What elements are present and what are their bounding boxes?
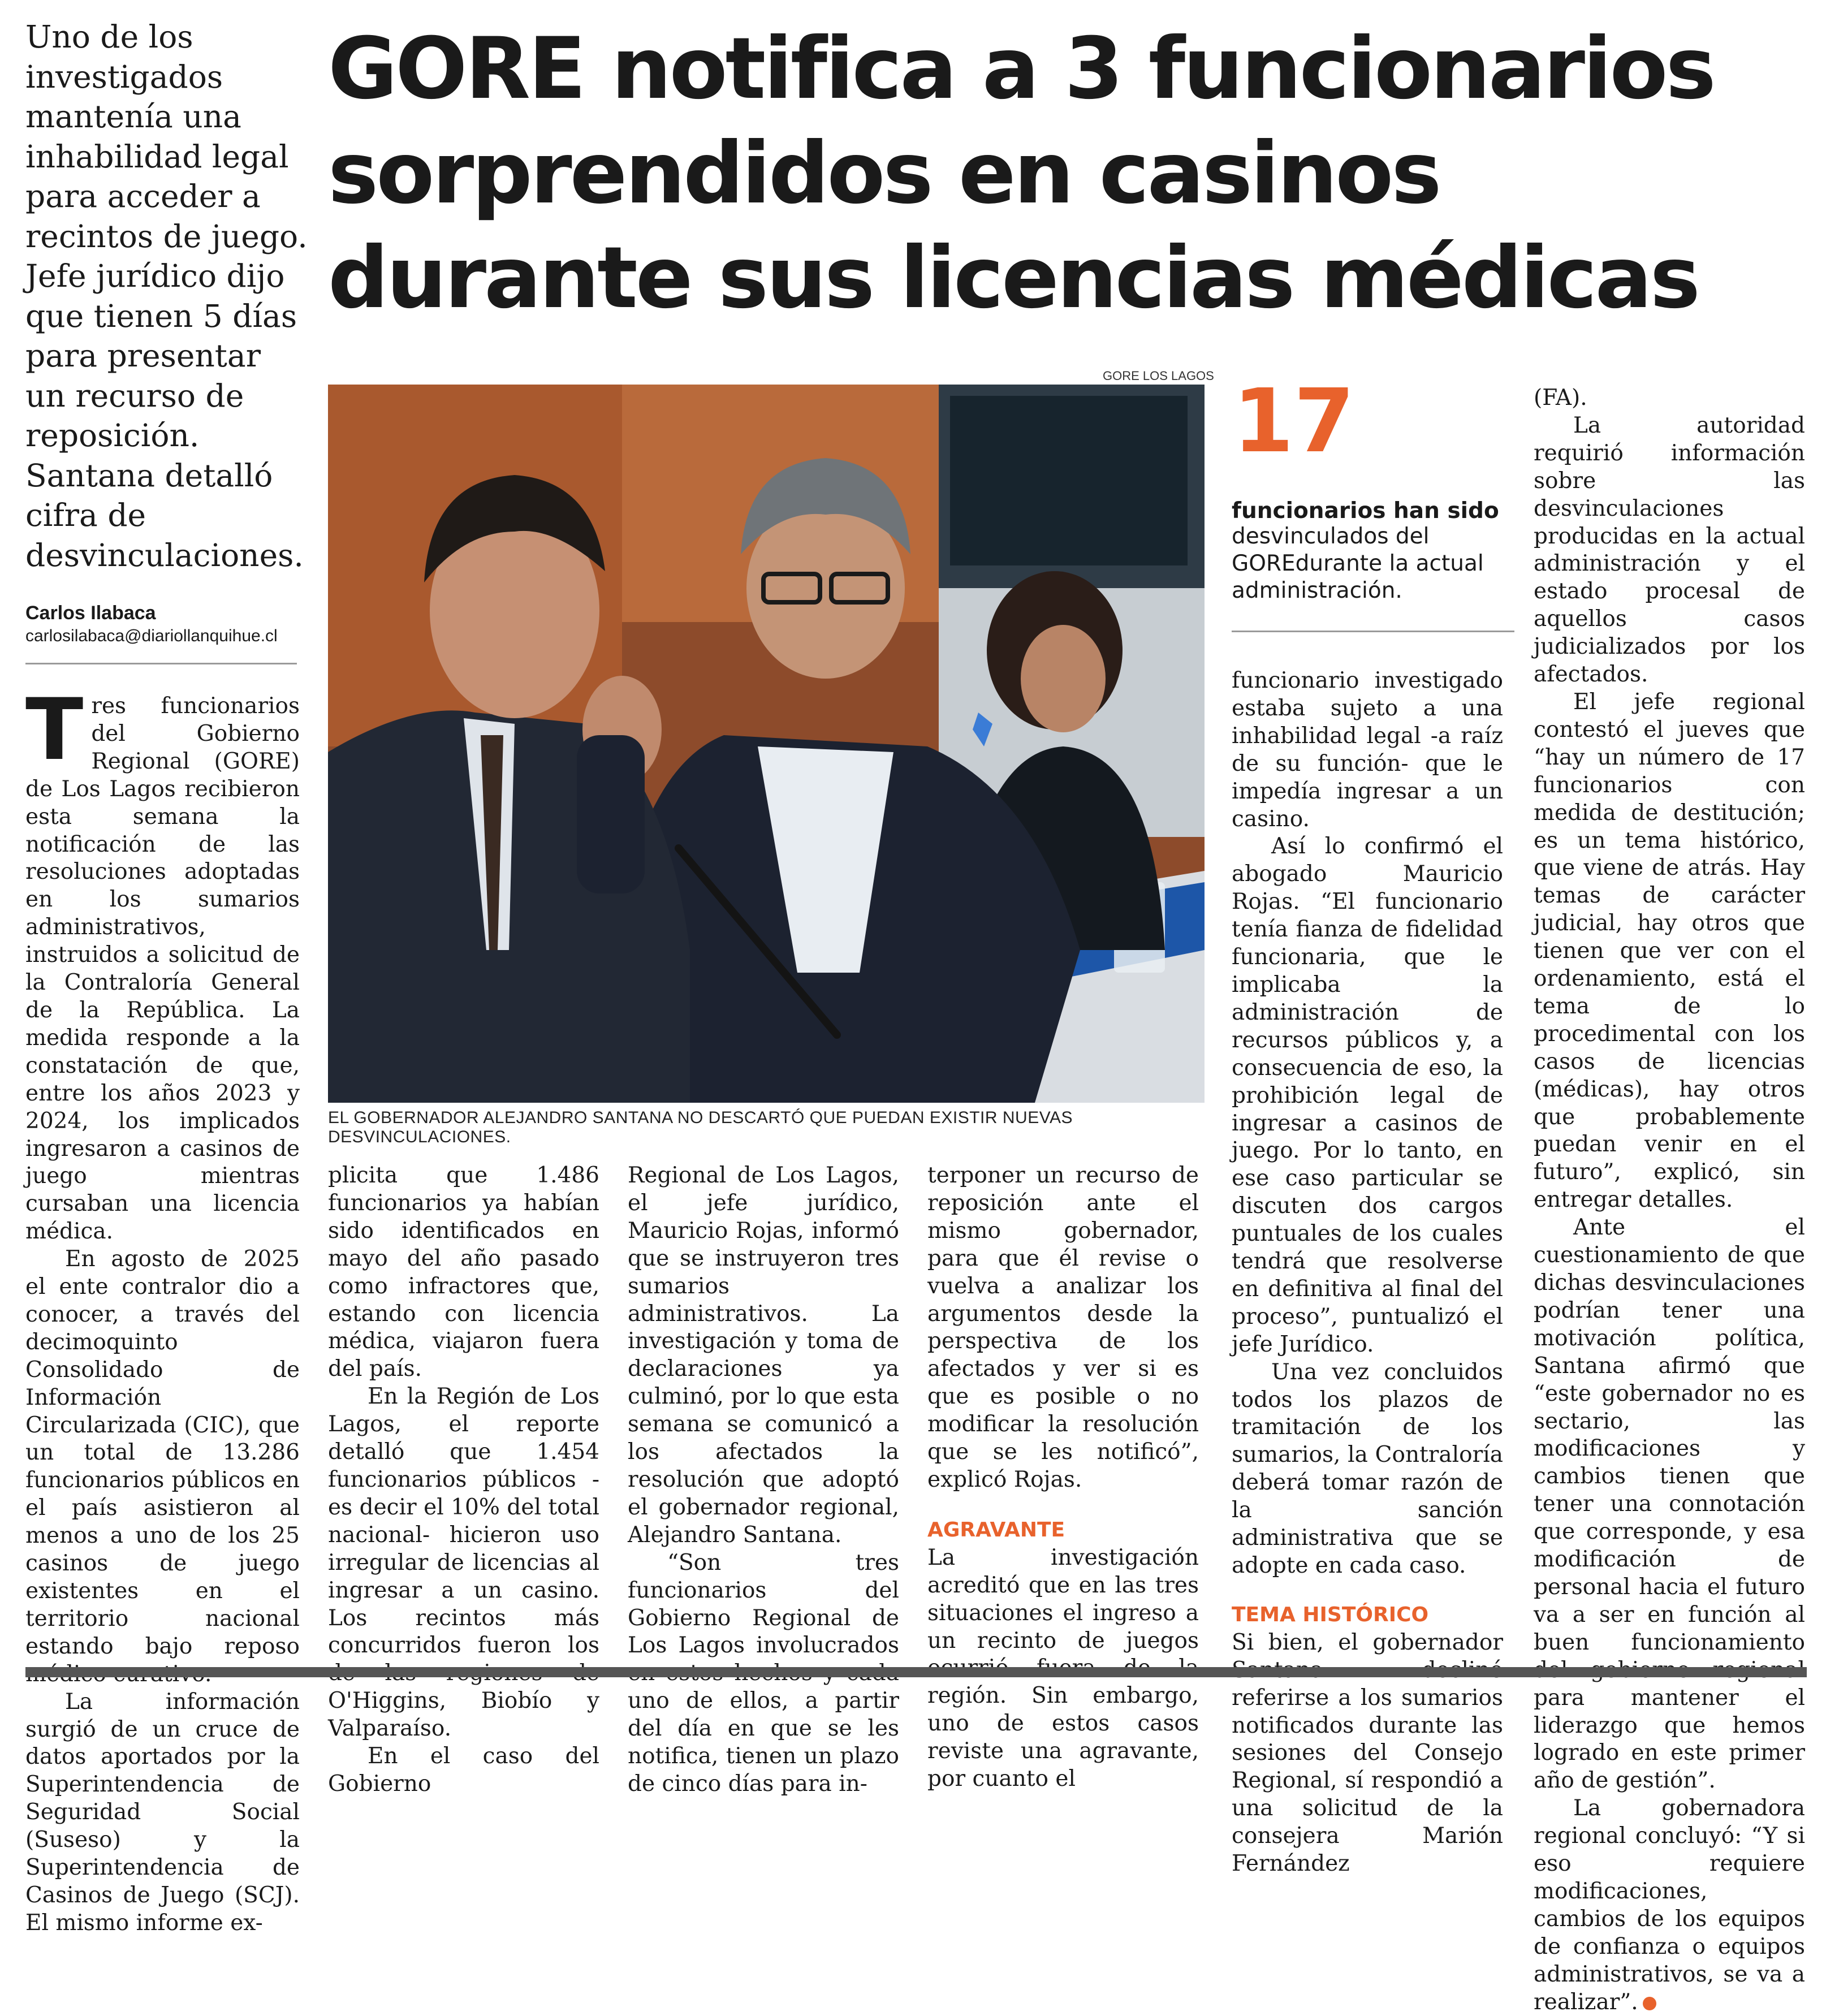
column-4 <box>927 1162 1199 1793</box>
article-photo <box>328 385 1205 1103</box>
stat-description: desvinculados del GOREdurante la actual administración. <box>1232 524 1484 603</box>
body-paragraph: plicita que 1.486 funcionarios ya habían sido identificados en mayo del año pasado como infractores que, estando con licencia médica, viajaron fuera del país. <box>328 1163 599 1382</box>
column-1 <box>25 681 300 1937</box>
stat-lead: funcionarios han sido <box>1232 498 1499 524</box>
body-paragraph: En el caso del Gobierno <box>328 1743 599 1797</box>
column-6 <box>1534 385 1805 2016</box>
article-deck: Uno de los investigados mantenía una inhabilidad legal para acceder a recintos de juego. Jefe jurídico dijo que tienen 5 días para presentar un recurso de reposición. Santana detalló cifra de desvinculaciones. <box>25 19 308 573</box>
stat-number: 17 <box>1233 370 1355 472</box>
body-paragraph: Tres funcionarios del Gobierno Regional (GORE) de Los Lagos recibieron esta semana la notificación de las resoluciones adoptadas en los sumarios administrativos, instruidos a solicitud de la Contraloría General de la República. La medida responde a la constatación de que, entre los años 2023 y 2024, los implicados ingresaron a casinos de juego mientras cursaban una licencia médica. <box>25 681 300 1245</box>
subhead-agravante: AGRAVANTE <box>927 1518 1065 1542</box>
body-paragraph: Ante el cuestionamiento de que dichas desvinculaciones podrían tener una motivación política, Santana afirmó que “este gobernador no es sectario, las modificaciones y cambios tienen que tener una connotación que corresponde, y esa modificación de personal hacia el futuro va a ser en función al buen funcionamiento para mantener el liderazgo que hemos logrado en este primer año de gestión”. <box>1534 1215 1805 1794</box>
body-paragraph: La autoridad requirió información sobre las desvinculaciones producidas en la actual administración y el estado procesal de aquellos casos judicializados por los afectados. <box>1534 412 1805 688</box>
body-paragraph: En la Región de Los Lagos, el reporte detalló que 1.454 funcionarios públicos -es decir el 10% del total nacional- hicieron uso irregular de licencias al ingresar a un casino. Los recintos más concurridos fueron los O'Higgins, Biobío y Valparaíso. <box>328 1384 599 1742</box>
body-paragraph: “Son tres funcionarios del Gobierno Regional de Los Lagos involucrados uno de ellos, a partir del día en que se les notifica, tienen un plazo de cinco días para in- <box>628 1549 899 1797</box>
subhead-tema-historico: TEMA HISTÓRICO <box>1232 1603 1429 1626</box>
body-paragraph: funcionario investigado estaba sujeto a una inhabilidad legal -a raíz de su función- que le impedía ingresar a un casino. <box>1232 668 1503 832</box>
column-3 <box>628 1162 899 1798</box>
byline-author: Carlos Ilabaca <box>25 602 156 624</box>
body-paragraph: (FA). <box>1534 385 1587 411</box>
body-paragraph: Si bien, el gobernador referirse a los sumarios notificados durante las sesiones del Consejo Regional, sí respondió a una solicitud de la consejera Marión Fernández <box>1232 1629 1503 1877</box>
body-paragraph: La información surgió de un cruce de datos aportados por la Superintendencia de Seguridad Social (Suseso) y la Superintendencia de Casinos de Juego (SCJ). El mismo informe ex- <box>25 1689 300 1936</box>
body-paragraph: Una vez concluidos todos los plazos de tramitación de los sumarios, la Contraloría deberá tomar razón de la sanción administrativa que se adopte en cada caso. <box>1232 1359 1503 1578</box>
body-paragraph: terponer un recurso de reposición ante el mismo gobernador, para que él revise o vuelva a analizar los argumentos desde la perspectiva de los afectados y ver si es que es posible o no modificar la resolución que se les notificó”, explicó Rojas. <box>927 1163 1199 1492</box>
column-2 <box>328 1162 599 1798</box>
photo-credit: GORE LOS LAGOS <box>1103 369 1214 383</box>
body-paragraph: En agosto de 2025 el ente contralor dio a conocer, a través del decimoquinto Consolidado de Información Circularizada (CIC), que un total de 13.286 funcionarios públicos en el país asistieron al menos a uno de los 25 casinos de juego existentes en el territorio nacional estando bajo reposo <box>25 1246 300 1659</box>
body-paragraph: Regional de Los Lagos, el jefe jurídico, Mauricio Rojas, informó que se instruyeron tres sumarios administrativos. La investigación y toma de declaraciones ya culminó, por lo que esta semana se comunicó a los afectados la resolución que adoptó el gobernador regional, Alejandro Santana. <box>628 1163 899 1548</box>
byline-divider <box>25 663 297 664</box>
byline-email[interactable]: carlosilabaca@diariollanquihue.cl <box>25 627 278 645</box>
drop-cap: T <box>25 681 84 779</box>
body-paragraph: Así lo confirmó el abogado Mauricio Rojas. “El funcionario tenía fianza de fidelidad funcionaria, que le implicaba la administración de recursos públicos y, a consecuencia de eso, la prohibición legal de ingresar a casinos de juego. Por lo tanto, en ese caso particular se discuten dos cargos puntuales de los cuales tendrá que resolverse en definitiva al final del proceso”, puntualizó el jefe Jurídico. <box>1232 834 1503 1357</box>
stat-divider <box>1232 631 1514 632</box>
column-5 <box>1232 667 1503 1878</box>
article-headline: GORE notifica a 3 funcionarios sorprendidos en casinos durante sus licencias médicas <box>328 20 1714 327</box>
end-of-article-icon <box>1643 1997 1656 2010</box>
body-paragraph: La gobernadora regional concluyó: “Y si eso requiere modificaciones, cambios de los equipos de confianza o equipos administrativos, se va a realizar”. <box>1534 1795 1805 2015</box>
body-paragraph: El jefe regional contestó el jueves que “hay un número de 17 funcionarios con medida de destitución; es un tema histórico, que viene de atrás. Hay temas de carácter judicial, hay otros que tienen que ver con el ordenamiento, está el tema de lo procedimental con los casos de licencias (médicas), hay otros que probablemente puedan venir en el futuro”, explicó, sin entregar detalles. <box>1534 689 1805 1213</box>
page-bottom-bar <box>25 1667 1807 1677</box>
body-paragraph: La investigación acreditó que en las tres situaciones el ingreso a un recinto de juegos región. Sin embargo, uno de estos casos reviste una agravante, por cuanto el <box>927 1544 1199 1792</box>
photo-illustration <box>328 385 1205 1103</box>
photo-caption: EL GOBERNADOR ALEJANDRO SANTANA NO DESCARTÓ QUE PUEDAN EXISTIR NUEVAS DESVINCULACIONES. <box>328 1108 1073 1146</box>
